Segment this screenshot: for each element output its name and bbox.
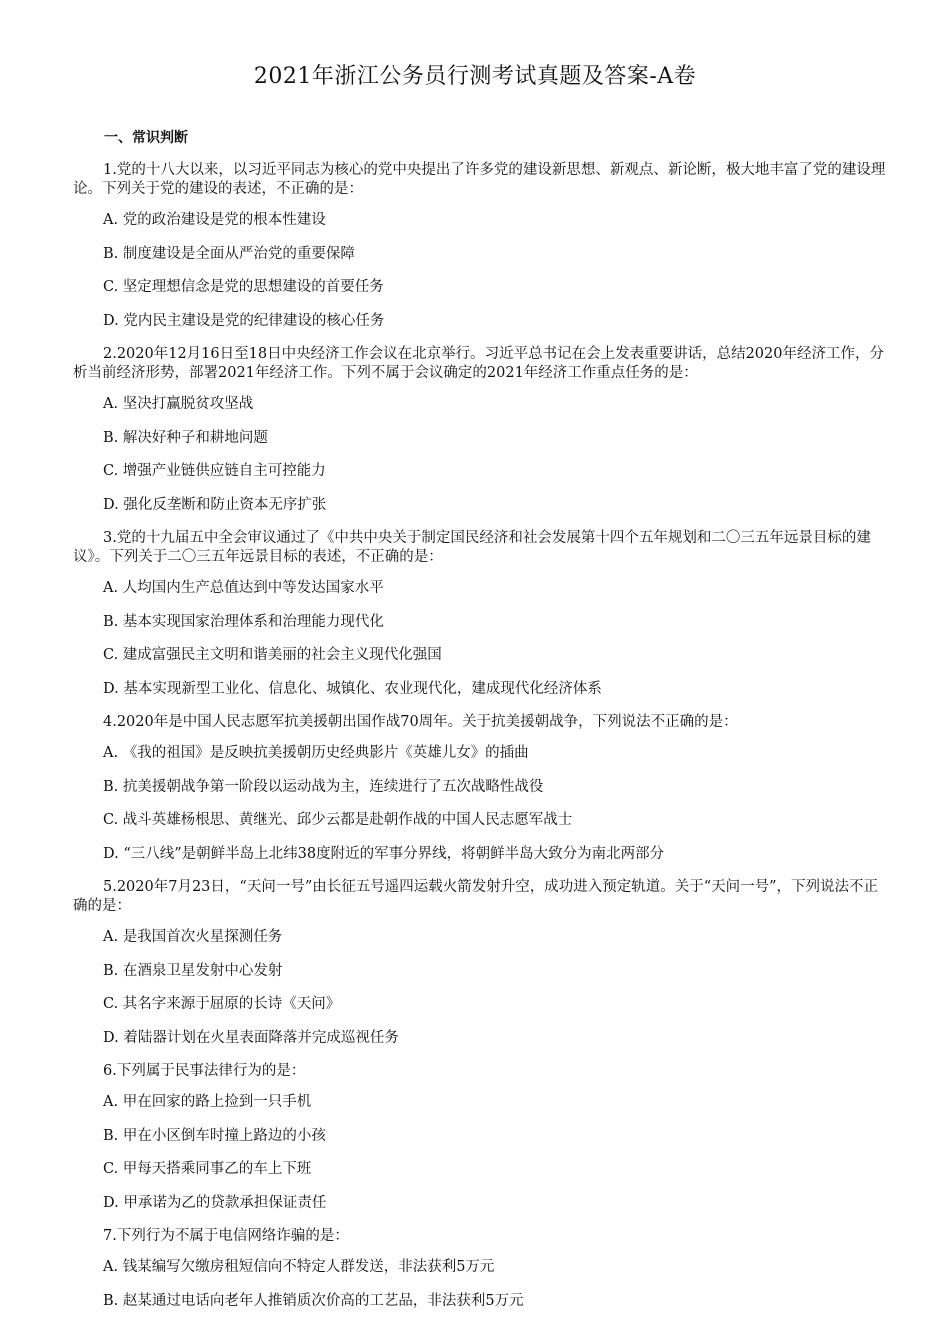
answer-option: C. 坚定理想信念是党的思想建设的首要任务 <box>103 279 384 295</box>
question-block <box>0 529 950 699</box>
answer-option: A. 党的政治建设是党的根本性建设 <box>103 212 326 228</box>
answer-option: B. 基本实现国家治理体系和治理能力现代化 <box>103 613 384 630</box>
answer-option: D. 强化反垄断和防止资本无序扩张 <box>103 496 327 513</box>
question-text: 1.党的十八大以来，以习近平同志为核心的党中央提出了许多党的建设新思想、新观点、新论断，极大地丰富了党的建设理论。下列关于党的建设的表述，不正确的是： <box>73 162 886 197</box>
answer-option: B. 解决好种子和耕地问题 <box>103 429 268 446</box>
answer-option: C. 增强产业链供应链自主可控能力 <box>103 463 326 479</box>
question-text: 7.下列行为不属于电信网络诈骗的是： <box>103 1228 349 1244</box>
answer-option: C. 战斗英雄杨根思、黄继光、邱少云都是赴朝作战的中国人民志愿军战士 <box>103 812 573 828</box>
answer-option: B. 制度建设是全面从严治党的重要保障 <box>103 245 355 262</box>
answer-option: C. 建成富强民主文明和谐美丽的社会主义现代化强国 <box>103 647 442 663</box>
answer-option: A. 钱某编写欠缴房租短信向不特定人群发送，非法获利5万元 <box>103 1259 495 1275</box>
question-block <box>0 713 950 864</box>
document-title: 2021年浙江公务员行测考试真题及答案-A卷 <box>253 64 697 89</box>
question-text: 6.下列属于民事法律行为的是： <box>103 1063 306 1079</box>
answer-option: C. 甲每天搭乘同事乙的车上下班 <box>103 1161 312 1177</box>
answer-option: D. 甲承诺为乙的贷款承担保证责任 <box>103 1194 327 1211</box>
question-text: 3.党的十九届五中全会审议通过了《中共中央关于制定国民经济和社会发展第十四个五年规划和二〇三五年远景目标的建议》。下列关于二〇三五年远景目标的表述，不正确的是： <box>73 530 871 565</box>
answer-option: A. 《我的祖国》是反映抗美援朝历史经典影片《英雄儿女》的插曲 <box>103 745 529 761</box>
answer-option: D. 党内民主建设是党的纪律建设的核心任务 <box>103 312 385 329</box>
question-block <box>0 1227 950 1311</box>
answer-option: B. 赵某通过电话向老年人推销质次价高的工艺品，非法获利5万元 <box>103 1292 524 1309</box>
question-text: 2.2020年12月16日至18日中央经济工作会议在北京举行。习近平总书记在会上发表重要讲话，总结2020年经济工作，分析当前经济形势，部署2021年经济工作。下列不属于会议确定的2021年经济工作重点任务的是： <box>73 346 884 381</box>
answer-option: A. 是我国首次火星探测任务 <box>103 929 283 945</box>
question-list <box>0 161 950 1325</box>
answer-option: A. 坚决打赢脱贫攻坚战 <box>103 396 254 412</box>
answer-option: D. 基本实现新型工业化、信息化、城镇化、农业现代化，建成现代化经济体系 <box>103 680 602 697</box>
answer-option: A. 甲在回家的路上捡到一只手机 <box>103 1094 312 1110</box>
question-block <box>0 161 950 331</box>
answer-option: D. “三八线”是朝鲜半岛上北纬38度附近的军事分界线，将朝鲜半岛大致分为南北两部分 <box>103 845 665 862</box>
answer-option: B. 甲在小区倒车时撞上路边的小孩 <box>103 1127 326 1144</box>
question-text: 4.2020年是中国人民志愿军抗美援朝出国作战70周年。关于抗美援朝战争，下列说法不正确的是： <box>103 714 738 730</box>
question-block <box>0 345 950 515</box>
answer-option: B. 抗美援朝战争第一阶段以运动战为主，连续进行了五次战略性战役 <box>103 778 544 795</box>
answer-option: C. 其名字来源于屈原的长诗《天问》 <box>103 996 341 1012</box>
answer-option: B. 在酒泉卫星发射中心发射 <box>103 962 283 979</box>
answer-option: A. 人均国内生产总值达到中等发达国家水平 <box>103 580 384 596</box>
question-text: 5.2020年7月23日，“天问一号”由长征五号遥四运载火箭发射升空，成功进入预定轨道。关于“天问一号”，下列说法不正确的是： <box>73 879 879 914</box>
question-block <box>0 878 950 1048</box>
section-heading: 一、常识判断 <box>104 130 188 146</box>
question-block <box>0 1062 950 1213</box>
answer-option: D. 着陆器计划在火星表面降落并完成巡视任务 <box>103 1029 399 1046</box>
